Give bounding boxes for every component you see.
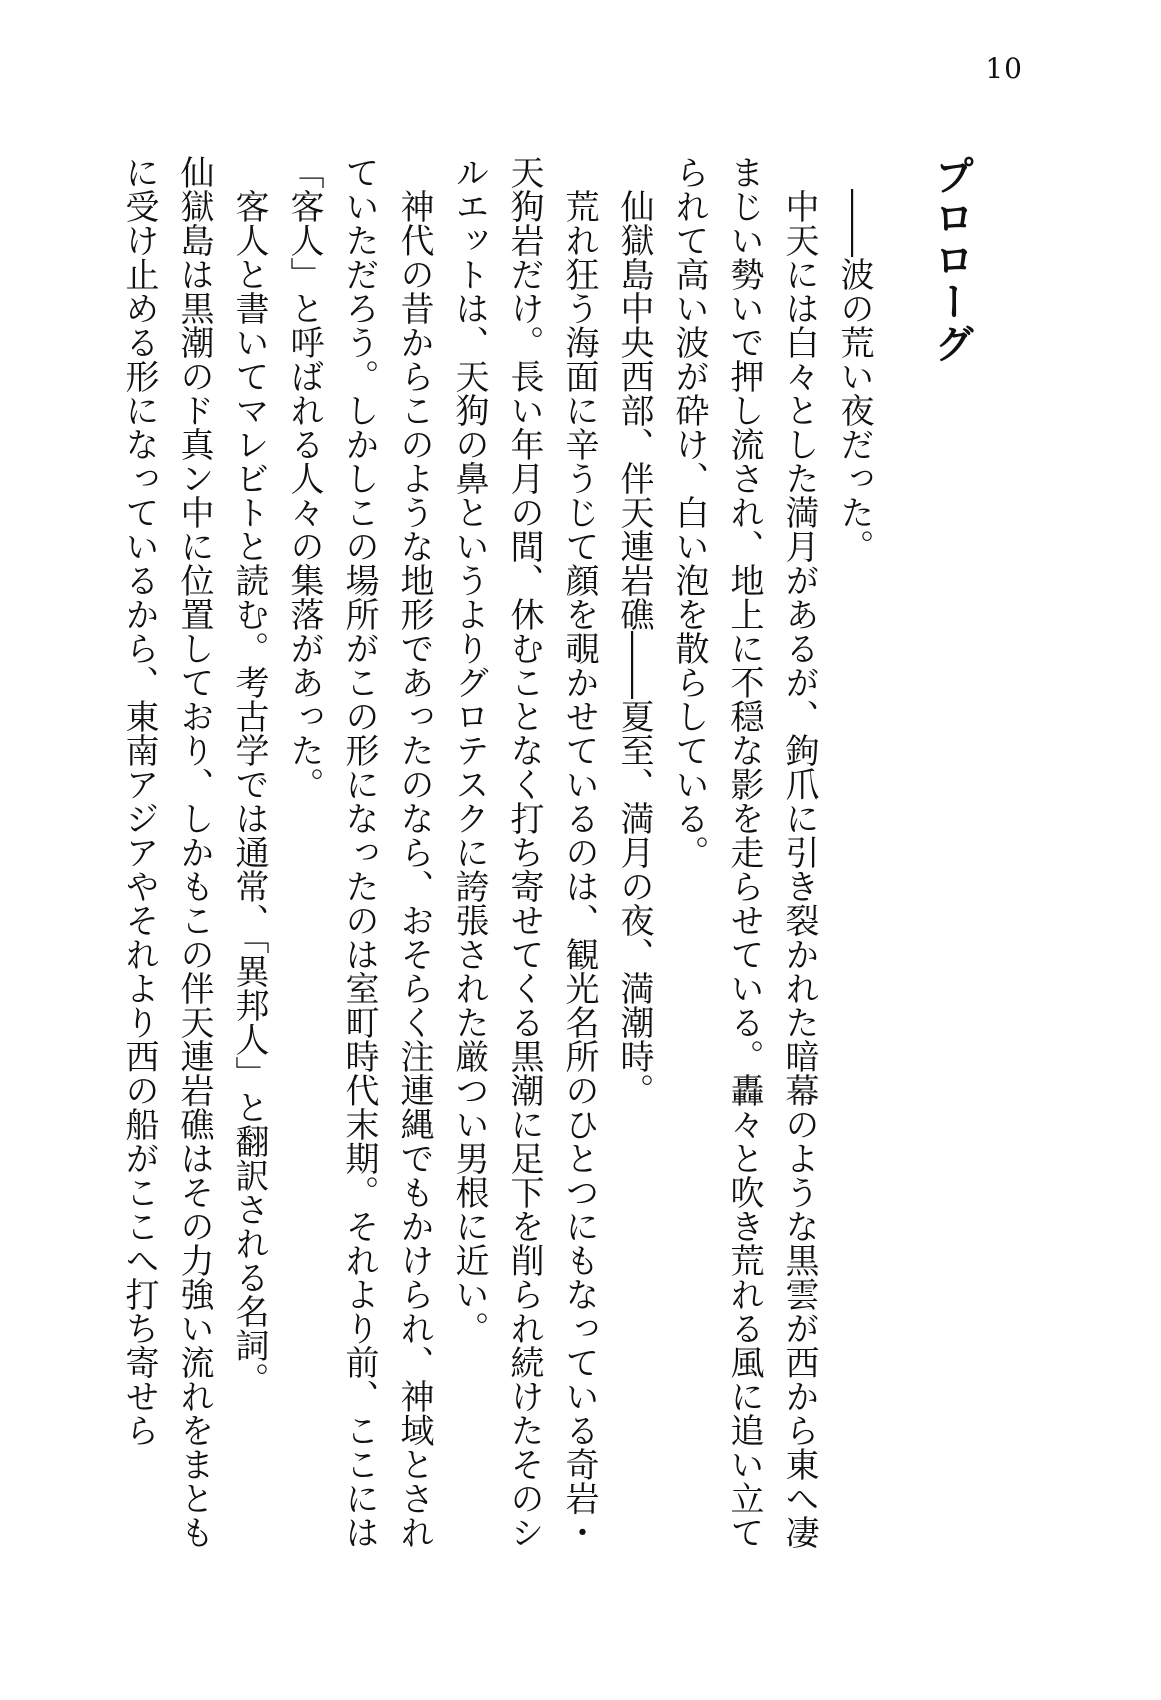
paragraph: 仙獄島は黒潮のド真ン中に位置しており、しかもこの伴天連岩礁はその力強い流れをまともに受け止める形になっているから、東南アジアやそれより西の船がここへ打ち寄せら [119,155,214,1549]
chapter-title: プロローグ [928,155,975,365]
page-number: 10 [985,52,1023,85]
body-text [111,155,881,1555]
paragraph: 中天には白々とした満月があるが、鉤爪に引き裂かれた暗幕のような黒雲が西から東へ凄まじい勢いで押し流され、地上に不穏な影を走らせている。轟々と吹き荒れる風に追い立てられて高い波が砕け、白い泡を散らしている。 [669,155,819,1549]
paragraph: 荒れ狂う海面に辛うじて顔を覗かせているのは、観光名所のひとつにもなっている奇岩・天狗岩だけ。長い年月の間、休むことなく打ち寄せてくる黒潮に足下を削られ続けたそのシルエットは、天狗の鼻というよりグロテスクに誇張された厳つい男根に近い。 [449,155,599,1549]
paragraph: 仙獄島中央西部、伴天連岩礁――夏至、満月の夜、満潮時。 [614,189,654,1107]
paragraph: 客人と書いてマレビトと読む。考古学では通常、「異邦人」と翻訳される名詞。 [229,189,269,1396]
vertical-text-block [111,155,975,1555]
paragraph: 神代の昔からこのような地形であったのなら、おそらく注連縄でもかけられ、神域とされていただろう。しかしこの場所がこの形になったのは室町時代末期。それより前、ここには「客人」と呼ばれる人々の集落があった。 [284,155,434,1549]
paragraph: ――波の荒い夜だった。 [834,189,874,563]
